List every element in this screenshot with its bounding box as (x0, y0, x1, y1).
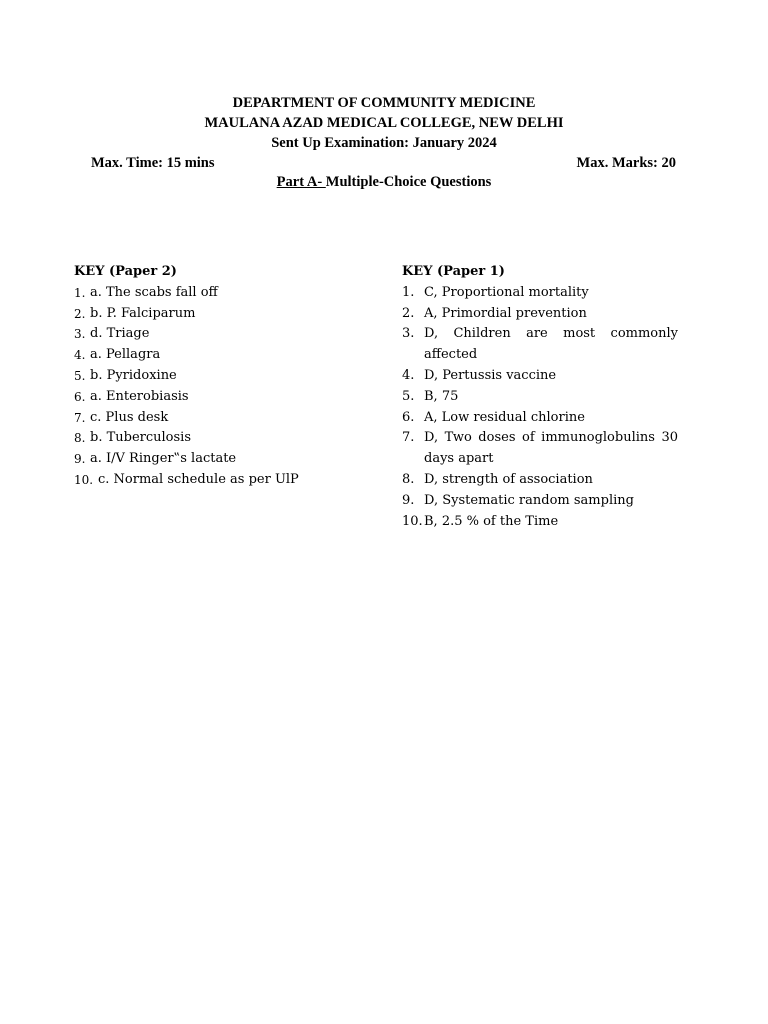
list-item (402, 304, 678, 325)
item-answer: c. Normal schedule as per UlP (98, 471, 299, 487)
item-number: 7. (74, 410, 86, 425)
list-item (74, 345, 374, 366)
item-answer: D, strength of association (424, 471, 593, 487)
exam-heading: Sent Up Examination: January 2024 (271, 135, 497, 151)
item-number: 6. (402, 409, 415, 425)
item-number: 3. (402, 326, 415, 342)
list-item (402, 366, 678, 387)
paper2-key-column (74, 262, 374, 491)
list-item (402, 324, 678, 366)
item-answer: d. Triage (90, 326, 150, 342)
part-heading (0, 172, 768, 192)
paper2-answer-list (74, 283, 374, 491)
item-answer: b. Pyridoxine (90, 367, 177, 383)
list-item (402, 283, 678, 304)
item-number: 4. (402, 367, 415, 383)
item-answer: D, Children are most commonly affected (424, 326, 678, 363)
item-answer: B, 2.5 % of the Time (424, 513, 559, 529)
list-item (74, 324, 374, 345)
item-answer: D, Two doses of immunoglobulins 30 days apart (424, 430, 678, 467)
item-number: 1. (402, 284, 415, 300)
list-item (402, 428, 678, 470)
list-item (74, 304, 374, 325)
item-answer: b. Tuberculosis (90, 430, 191, 446)
list-item (402, 387, 678, 408)
item-number: 4. (74, 348, 86, 363)
list-item (402, 491, 678, 512)
paper1-answer-list (402, 283, 678, 533)
item-answer: D, Pertussis vaccine (424, 367, 557, 383)
item-number: 1. (74, 285, 86, 300)
list-item (74, 470, 374, 491)
paper1-key-column (402, 262, 678, 532)
item-number: 6. (74, 389, 86, 404)
list-item (74, 449, 374, 470)
college-heading: MAULANA AZAD MEDICAL COLLEGE, NEW DELHI (204, 115, 564, 131)
item-answer: c. Plus desk (90, 409, 169, 425)
list-item (74, 428, 374, 449)
item-answer: a. Enterobiasis (90, 388, 189, 404)
item-answer: b. P. Falciparum (90, 305, 196, 321)
item-number: 8. (74, 431, 86, 446)
list-item (402, 512, 678, 533)
item-answer: a. The scabs fall off (90, 284, 218, 300)
item-answer: a. I/V Ringer‟s lactate (90, 451, 237, 467)
list-item (402, 408, 678, 429)
paper2-key-title: KEY (Paper 2) (74, 264, 177, 279)
paper1-key-title: KEY (Paper 1) (402, 264, 505, 279)
item-number: 9. (74, 452, 86, 467)
list-item (74, 387, 374, 408)
department-heading: DEPARTMENT OF COMMUNITY MEDICINE (232, 95, 536, 111)
item-answer: B, 75 (424, 388, 459, 404)
item-answer: D, Systematic random sampling (424, 492, 634, 508)
item-answer: A, Low residual chlorine (424, 409, 585, 425)
item-answer: C, Proportional mortality (424, 284, 589, 300)
list-item (74, 408, 374, 429)
part-label: Part A- (276, 174, 326, 190)
max-time: Max. Time: 15 mins (91, 155, 215, 171)
item-answer: a. Pellagra (90, 347, 161, 363)
list-item (402, 470, 678, 491)
list-item (74, 283, 374, 304)
max-marks: Max. Marks: 20 (576, 155, 676, 171)
list-item (74, 366, 374, 387)
item-number: 2. (402, 305, 415, 321)
item-number: 10. (402, 513, 423, 529)
item-number: 9. (402, 492, 415, 508)
item-number: 2. (74, 306, 86, 321)
item-number: 5. (74, 368, 86, 383)
item-number: 3. (74, 327, 86, 342)
item-answer: A, Primordial prevention (424, 305, 587, 321)
item-number: 8. (402, 471, 415, 487)
item-number: 7. (402, 430, 415, 446)
part-title: Multiple-Choice Questions (325, 174, 492, 190)
item-number: 5. (402, 388, 415, 404)
item-number: 10. (74, 472, 94, 487)
